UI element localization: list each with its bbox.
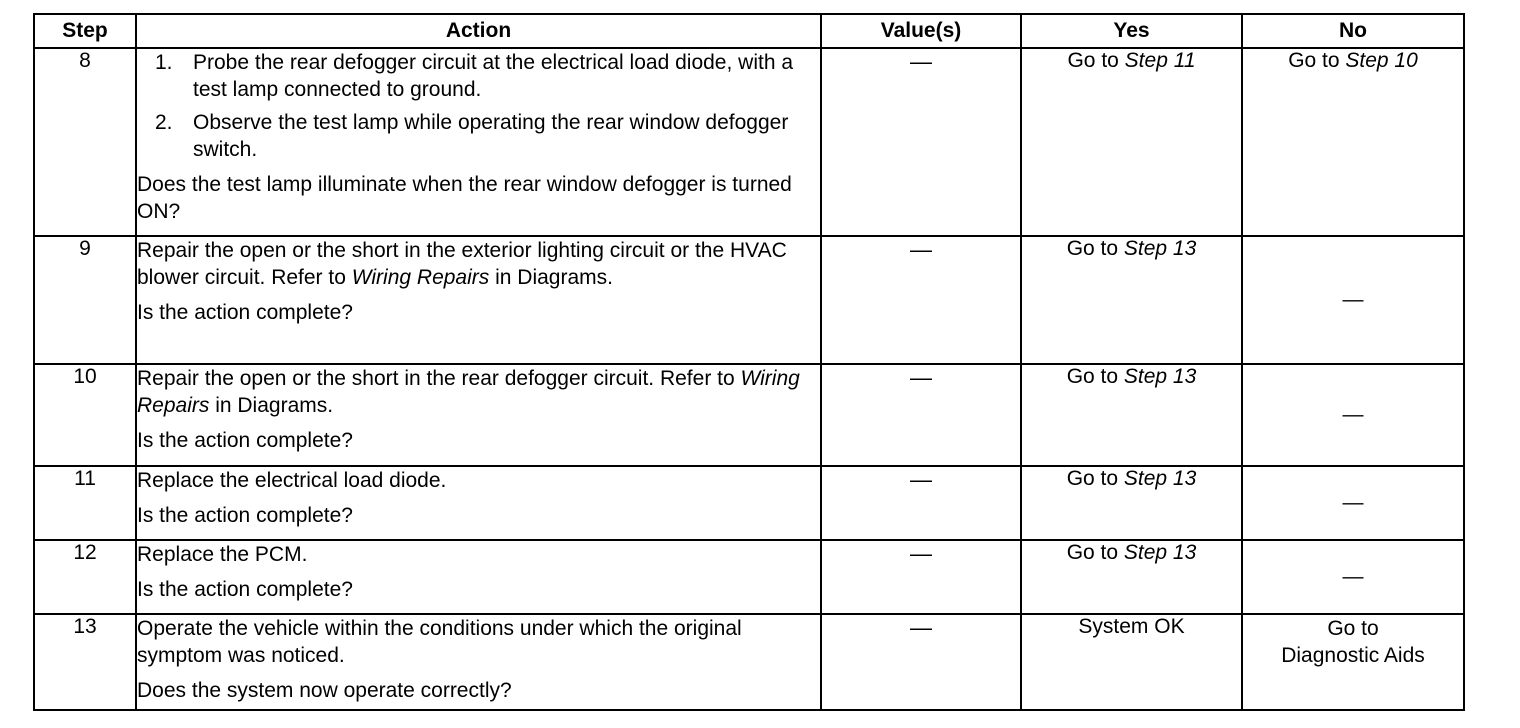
action-question: Is the action complete? xyxy=(137,578,353,601)
action-question: Is the action complete? xyxy=(137,301,353,324)
no-cell: Go to Diagnostic Aids xyxy=(1242,614,1464,710)
value-cell: — xyxy=(821,236,1021,364)
action-question: Is the action complete? xyxy=(137,429,353,452)
header-step: Step xyxy=(34,14,136,48)
header-row xyxy=(34,14,1464,48)
table-row xyxy=(34,236,1464,364)
value-cell: — xyxy=(821,466,1021,540)
step-number: 9 xyxy=(34,236,136,364)
value-cell: — xyxy=(821,540,1021,614)
action-cell: Repair the open or the short in the exterior lighting circuit or the HVAC blower circuit. Refer to Wiring Repairs in Diagrams. Is the action complete? xyxy=(136,236,821,364)
no-cell: — xyxy=(1242,364,1464,466)
table-row xyxy=(34,48,1464,236)
action-cell: Operate the vehicle within the conditions under which the original symptom was noticed. Does the system now operate correctly? xyxy=(136,614,821,710)
value-cell: — xyxy=(821,614,1021,710)
yes-cell: System OK xyxy=(1021,614,1242,710)
no-cell: — xyxy=(1242,236,1464,364)
table-row xyxy=(34,614,1464,710)
header-yes: Yes xyxy=(1021,14,1242,48)
action-cell xyxy=(136,48,821,236)
yes-cell: Go to Step 11 xyxy=(1021,48,1242,236)
action-cell: Replace the electrical load diode. Is the action complete? xyxy=(136,466,821,540)
table-row xyxy=(34,364,1464,466)
header-values: Value(s) xyxy=(821,14,1021,48)
action-cell: Replace the PCM. Is the action complete? xyxy=(136,540,821,614)
no-cell: Go to Step 10 xyxy=(1242,48,1464,236)
step-number: 12 xyxy=(34,540,136,614)
step-number: 11 xyxy=(34,466,136,540)
action-list-item: 1. Probe the rear defogger circuit at the electrical load diode, with a test lamp connected to ground. xyxy=(155,51,794,101)
action-question: Does the test lamp illuminate when the rear window defogger is turned ON? xyxy=(137,173,792,223)
header-action: Action xyxy=(136,14,821,48)
step-number: 13 xyxy=(34,614,136,710)
action-list-item: 2. Observe the test lamp while operating the rear window defogger switch. xyxy=(155,111,789,161)
no-cell: — xyxy=(1242,540,1464,614)
step-number: 8 xyxy=(34,48,136,236)
table-row xyxy=(34,540,1464,614)
action-question: Is the action complete? xyxy=(137,504,353,527)
table-row xyxy=(34,466,1464,540)
yes-cell: Go to Step 13 xyxy=(1021,466,1242,540)
yes-cell: Go to Step 13 xyxy=(1021,364,1242,466)
yes-cell: Go to Step 13 xyxy=(1021,540,1242,614)
header-no: No xyxy=(1242,14,1464,48)
no-cell: — xyxy=(1242,466,1464,540)
action-cell: Repair the open or the short in the rear defogger circuit. Refer to Wiring Repairs in Diagrams. Is the action complete? xyxy=(136,364,821,466)
diagnostic-table xyxy=(33,13,1465,711)
action-question: Does the system now operate correctly? xyxy=(137,679,512,702)
value-cell: — xyxy=(821,48,1021,236)
value-cell: — xyxy=(821,364,1021,466)
yes-cell: Go to Step 13 xyxy=(1021,236,1242,364)
step-number: 10 xyxy=(34,364,136,466)
